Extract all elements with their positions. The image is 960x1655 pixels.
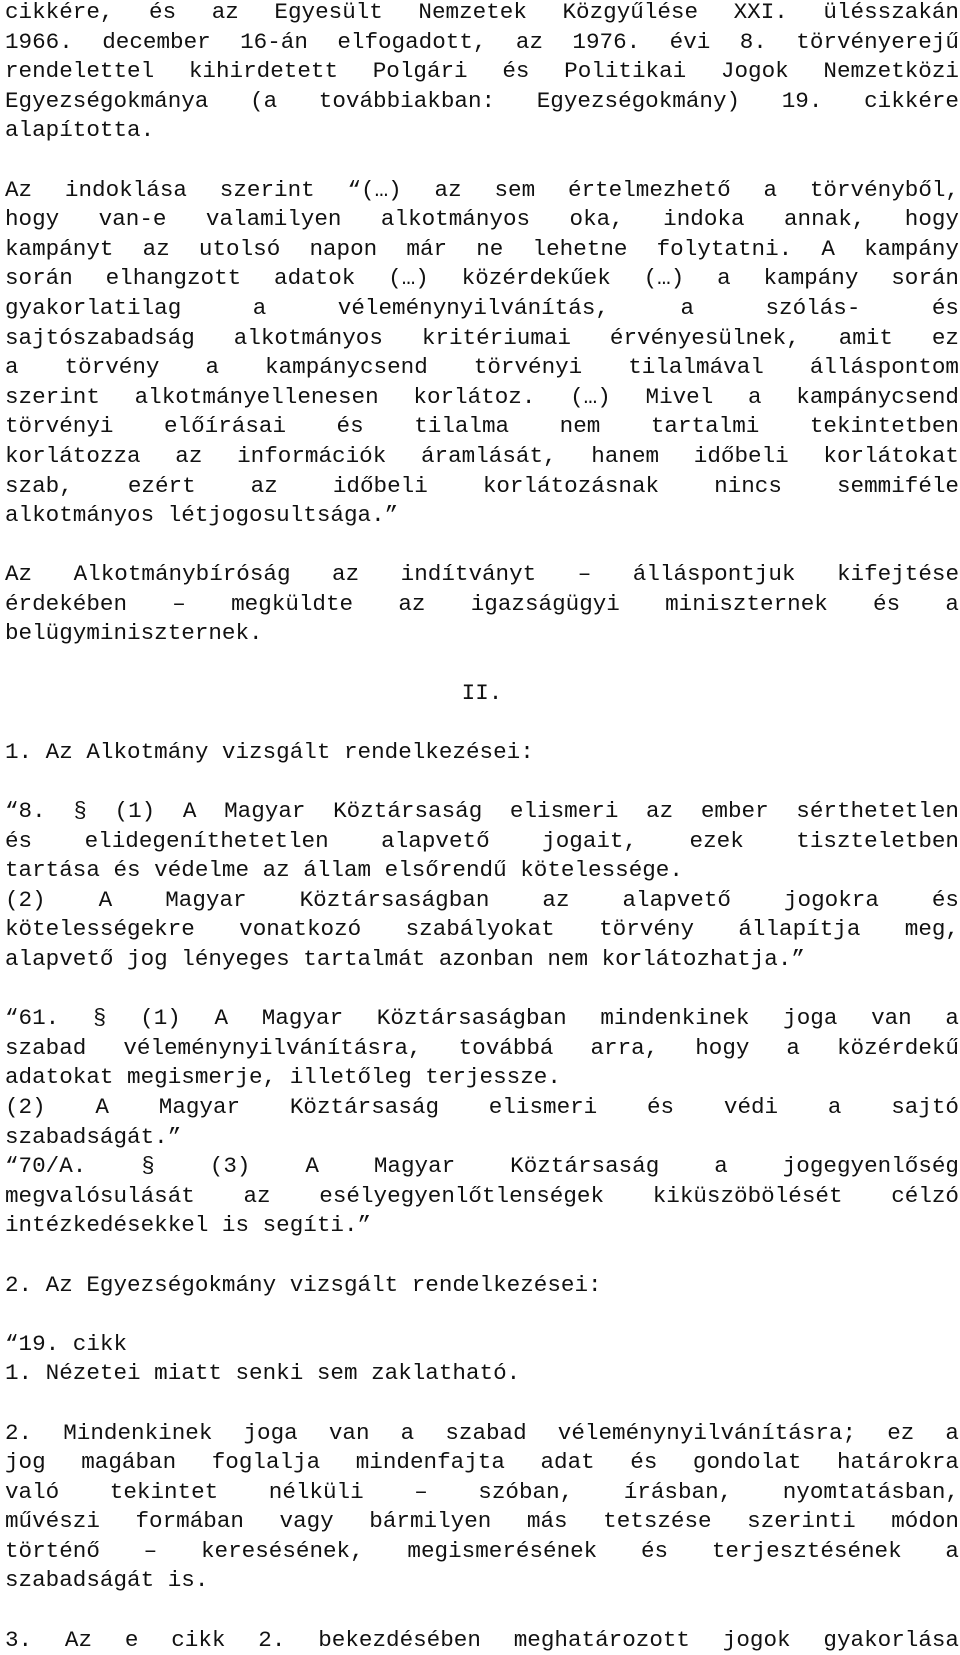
text-line: szabad véleménynyilvánításra, továbbá arra, hogy a közérdekű — [5, 1034, 959, 1061]
text-line: Egyezségokmánya (a továbbiakban: Egyezségokmány) 19. cikkére — [5, 87, 959, 114]
text-line: kötelességekre vonatkozó szabályokat törvény állapítja meg, — [5, 916, 959, 943]
text-line: Az Alkotmánybíróság az indítványt – álláspontjuk kifejtése — [5, 561, 959, 588]
paragraph-article-8-2 — [5, 886, 959, 975]
text-line: szab, ezért az időbeli korlátozásnak nincs semmiféle — [5, 472, 959, 499]
text-line: “8. § (1) A Magyar Köztársaság elismeri az ember sérthetetlen — [5, 798, 959, 825]
text-line: 2. Mindenkinek joga van a szabad véleménynyilvánításra; ez a — [5, 1419, 959, 1446]
text-line: (2) A Magyar Köztársaság elismeri és védi a sajtó — [5, 1093, 959, 1120]
text-line: törvényi előírásai és tilalma nem tartalmi tekintetben — [5, 413, 959, 440]
text-line: alapvető jog lényeges tartalmát azonban nem korlátozhatja.” — [5, 946, 805, 972]
paragraph-article-8-1 — [5, 797, 959, 886]
paragraph-article-19-3 — [5, 1626, 959, 1655]
text-line: való tekintet nélküli – szóban, írásban, nyomtatásban, — [5, 1478, 959, 1505]
text-line: a törvény a kampánycsend törvényi tilalmával álláspontom — [5, 354, 959, 381]
text-line: gyakorlatilag a véleménynyilvánítás, a szólás- és — [5, 294, 959, 321]
text-line: (2) A Magyar Köztársaságban az alapvető jogokra és — [5, 886, 959, 913]
text-line: művészi formában vagy bármilyen más tetszése szerinti módon — [5, 1508, 959, 1535]
text-line: “61. § (1) A Magyar Köztársaságban mindenkinek joga van a — [5, 1005, 959, 1032]
text-line: és elidegeníthetetlen alapvető jogait, ezek tiszteletben — [5, 827, 959, 854]
paragraph-justification-quote — [5, 176, 959, 531]
text-line: tartása és védelme az állam elsőrendű kötelessége. — [5, 857, 683, 884]
text-line: sajtószabadság alkotmányos kritériumai érvényesülnek, amit ez — [5, 324, 959, 351]
paragraph-intro — [5, 0, 959, 146]
text-line: intézkedésekkel is segíti.” — [5, 1212, 372, 1239]
text-line: jog magában foglalja mindenfajta adat és gondolat határokra — [5, 1449, 959, 1476]
text-line: “19. cikk — [5, 1330, 128, 1357]
text-line: Az indoklása szerint “(…) az sem értelmezhető a törvényből, — [5, 176, 959, 203]
text-line: 1. Nézetei miatt senki sem zaklatható. — [5, 1360, 521, 1387]
text-line: szerint alkotmányellenesen korlátoz. (…) Mivel a kampánycsend — [5, 383, 959, 410]
text-line: belügyminiszternek. — [5, 620, 263, 647]
text-line: során elhangzott adatok (…) közérdekűek (…) a kampány során — [5, 265, 959, 292]
subheading-constitution: 1. Az Alkotmány vizsgált rendelkezései: — [5, 738, 534, 765]
text-line: rendelettel kihirdetett Polgári és Politikai Jogok Nemzetközi — [5, 58, 959, 85]
text-line: szabadságát.” — [5, 1123, 182, 1150]
paragraph-court-action — [5, 560, 959, 649]
paragraph-article-61-2 — [5, 1093, 959, 1152]
text-line: “70/A. § (3) A Magyar Köztársaság a jogegyenlőség — [5, 1153, 959, 1180]
text-line: szabadságát is. — [5, 1567, 209, 1594]
paragraph-article-61-1 — [5, 1004, 959, 1093]
text-line: korlátozza az információk áramlását, hanem időbeli korlátokat — [5, 442, 959, 469]
text-line: 1966. december 16-án elfogadott, az 1976. évi 8. törvényerejű — [5, 28, 959, 55]
text-line: hogy van-e valamilyen alkotmányos oka, indoka annak, hogy — [5, 206, 959, 233]
text-line: alkotmányos létjogosultsága.” — [5, 502, 399, 529]
paragraph-article-19-1 — [5, 1330, 959, 1389]
text-line: 3. Az e cikk 2. bekezdésében meghatározott jogok gyakorlása — [5, 1626, 959, 1653]
subheading-covenant: 2. Az Egyezségokmány vizsgált rendelkezései: — [5, 1271, 602, 1298]
text-line: adatokat megismerje, illetőleg terjessze. — [5, 1064, 561, 1091]
text-line: megvalósulását az esélyegyenlőtlenségek kiküszöbölését célzó — [5, 1182, 959, 1209]
text-line: történő – keresésének, megismerésének és terjesztésének a — [5, 1537, 959, 1564]
text-line: alapította. — [5, 117, 155, 144]
paragraph-article-19-2 — [5, 1419, 959, 1597]
text-line: érdekében – megküldte az igazságügyi miniszternek és a — [5, 590, 959, 617]
text-line: kampányt az utolsó napon már ne lehetne folytatni. A kampány — [5, 235, 959, 262]
paragraph-article-70a — [5, 1152, 959, 1241]
document-page — [5, 0, 959, 1655]
text-line: cikkére, és az Egyesült Nemzetek Közgyűlése XXI. ülésszakán — [5, 0, 959, 25]
section-heading: II. — [461, 679, 503, 706]
